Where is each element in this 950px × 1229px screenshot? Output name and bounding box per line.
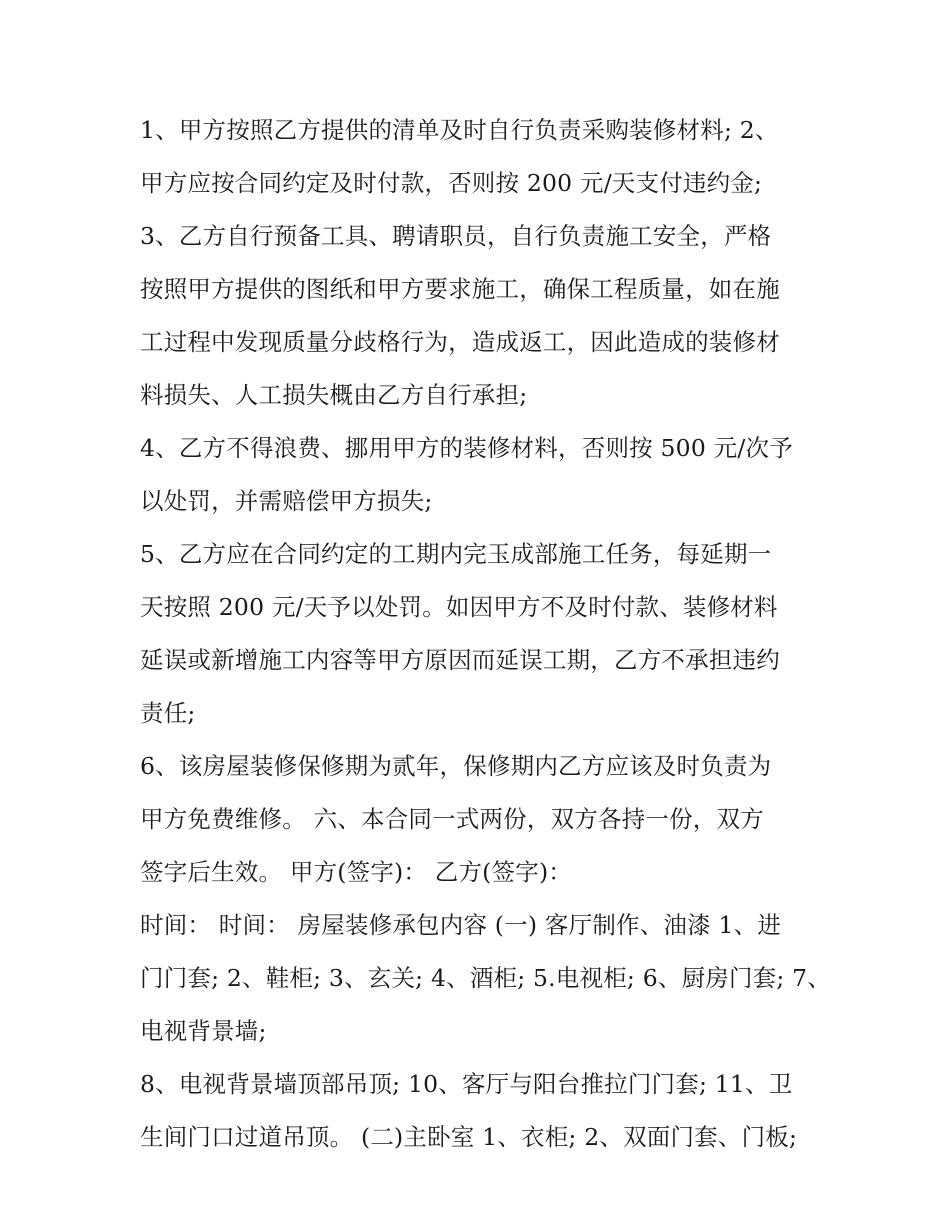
text-line: 4、乙方不得浪费、挪用甲方的装修材料，否则按 500 元/次予	[140, 434, 793, 462]
text-line: 5、乙方应在合同约定的工期内完玉成部施工任务，每延期一	[140, 540, 772, 568]
text-line: 3、乙方自行预备工具、聘请职员，自行负责施工安全，严格	[140, 222, 772, 250]
text-line: 生间门口过道吊顶。 (二)主卧室 1、衣柜; 2、双面门套、门板;	[140, 1123, 798, 1151]
text-line: 工过程中发现质量分歧格行为，造成返工，因此造成的装修材	[140, 328, 780, 356]
text-line: 时间： 时间： 房屋装修承包内容 (一) 客厅制作、油漆 1、进	[140, 911, 782, 939]
document-body	[140, 107, 832, 1167]
text-line: 1、甲方按照乙方提供的清单及时自行负责采购装修材料; 2、	[140, 116, 779, 144]
text-line: 以处罚，并需赔偿甲方损失;	[140, 487, 433, 515]
text-line: 责任;	[140, 699, 196, 727]
text-line: 6、该房屋装修保修期为贰年，保修期内乙方应该及时负责为	[140, 752, 772, 780]
text-line: 签字后生效。 甲方(签字)： 乙方(签字)：	[140, 858, 573, 886]
text-line: 8、电视背景墙顶部吊顶; 10、客厅与阳台推拉门门套; 11、卫	[140, 1070, 793, 1098]
text-line: 延误或新增施工内容等甲方原因而延误工期，乙方不承担违约	[140, 646, 780, 674]
text-line: 按照甲方提供的图纸和甲方要求施工，确保工程质量，如在施	[140, 275, 780, 303]
text-line: 天按照 200 元/天予以处罚。如因甲方不及时付款、装修材料	[140, 593, 778, 621]
text-line: 电视背景墙;	[140, 1017, 267, 1045]
text-line: 甲方免费维修。 六、本合同一式两份，双方各持一份，双方	[140, 805, 764, 833]
text-line: 门门套; 2、鞋柜; 3、玄关; 4、酒柜; 5.电视柜; 6、厨房门套; 7、	[140, 964, 832, 992]
text-line: 料损失、人工损失概由乙方自行承担;	[140, 381, 528, 409]
text-line: 甲方应按合同约定及时付款，否则按 200 元/天支付违约金;	[140, 169, 763, 197]
